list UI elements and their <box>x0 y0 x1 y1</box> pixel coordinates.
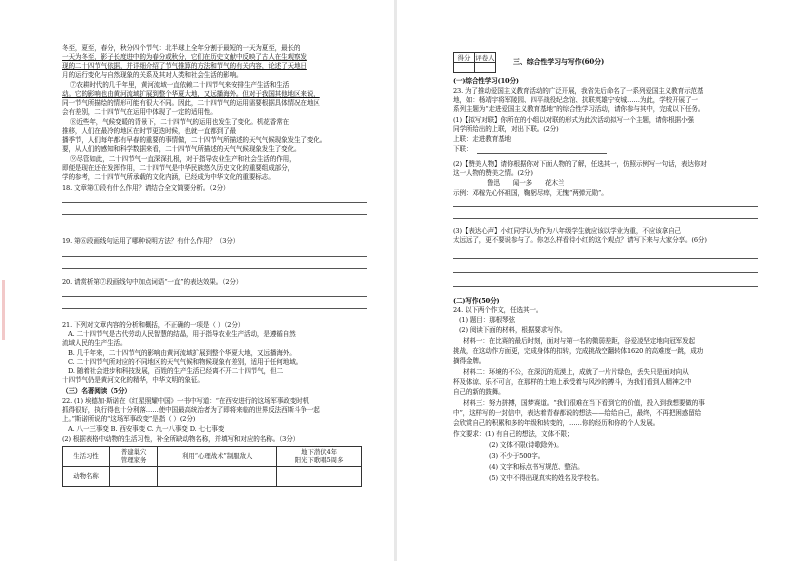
requirement-item: (4) 文字和标点书写规范、整洁。 <box>489 463 584 471</box>
question-24: 24. 以下两个作文，任选其一。 <box>453 306 543 314</box>
para-line: 会有差别，二十四节气在运用中体现了一定的适用性。 <box>62 108 217 116</box>
table-cell: 地下潜伏4年 阳光下歌唱5周多 <box>277 447 362 467</box>
section-title: 三、综合性学习与写作(60分) <box>513 58 605 66</box>
question-23-cont: 地，如：杨靖宇将军陵园、四平战役纪念馆、抗联英雄宁安城……为此，学校开展了一 <box>453 96 698 104</box>
animal-table <box>62 446 362 487</box>
score-box <box>453 52 496 73</box>
answer-line[interactable] <box>453 218 758 219</box>
section-heading: （三）名著阅读（5分） <box>62 387 131 395</box>
para-line: 推移，人们在最冷的地区在时节更迭时候，也就一直都到了最 <box>62 127 236 135</box>
task-3-cont: 太远远了，更不要说参与了。你怎么样看待小红的这个观点？请写下来与大家分享。(6分) <box>453 236 707 244</box>
answer-line[interactable] <box>62 268 367 269</box>
material-1: 材料一：在比赛的最后时刻，面对与第一名的微弱差距，谷爱凌坚定地向冠军发起 <box>463 337 695 345</box>
task-2-example: 示例：邓稼先心怀祖国，鞠躬尽瘁，无愧“两弹元勋”。 <box>453 189 608 197</box>
option-a-cont: 流域人民的生产生活。 <box>62 339 127 347</box>
para-line: 动。它的影响也由黄河流域扩展到整个华夏大地，又远播海外。但对于我国其他地区来说， <box>62 90 320 98</box>
requirement-item: (3) 不少于500字。 <box>489 452 545 460</box>
answer-cell[interactable] <box>110 467 158 487</box>
task-2-cont: 这一人物的赞美之情。(2分) <box>453 169 533 177</box>
score-cell[interactable] <box>454 63 475 73</box>
table-cell: 普建巢穴 管理家务 <box>110 447 158 467</box>
para-line: 现的二十四节气依据，并详细介绍了节气推算的方法和节气的有关内容，论述了天地日 <box>62 62 307 70</box>
essay-option-2: (2) 阅读下面的材料，根据要求写作。 <box>459 326 567 334</box>
task-1: (1)【拟写对联】你所在的小组以对联的形式为此次活动拟写一个主题，请你根据小强 <box>453 116 694 124</box>
answer-line[interactable] <box>62 202 367 203</box>
margin-stain <box>2 280 5 340</box>
material-1-cont: 摘得金牌。 <box>453 357 486 365</box>
question-23-cont: 系列主题为“走进爱国主义教育基地”的综合性学习活动，请你参与其中，完成以下任务。 <box>453 105 705 113</box>
answer-line[interactable] <box>453 206 758 207</box>
option-d-cont: 十四节气仍是黄河文化的精华，中华文明的象征。 <box>62 376 204 384</box>
question-18: 18. 文章第①段有什么作用？请结合全文简要分析。（2分） <box>62 184 230 192</box>
para-line: 要，从人们的感知和科学数据来看，二十四节气所描述的天气气候现象发生了变化。 <box>62 145 301 153</box>
answer-line[interactable] <box>453 286 758 287</box>
task-3: (3)【表达心声】小红同学认为作为八年级学生就应该以学业为重，不应该拿自己 <box>453 227 681 235</box>
material-3-cont: 中”，这样写的一封信中，表达着青春都说的想法——给给自己，最终，不再把困惑留给 <box>453 409 702 417</box>
option-a: A. 二十四节气是古代劳动人民智慧的结晶，用于指导农业生产活动，是遵循自然 <box>68 330 296 338</box>
table-cell: 利用“心理战术”制服敌人 <box>158 447 277 467</box>
requirement-item: (5) 文中不得出现真实的姓名及学校名。 <box>489 474 603 482</box>
question-22-cont: 抓得很好，执行得也十分利落……使中国最高统治者为了即将来临的世界反法西斯斗争一起 <box>62 406 320 414</box>
para-line: 月的运行变化与自然现象的关系及其对人类和社会生活的影响。 <box>62 71 243 79</box>
score-label: 得分 <box>454 53 475 63</box>
answer-cell[interactable] <box>277 467 362 487</box>
task-1-cont: 同学所给出的上联，对出下联。(2分) <box>453 125 559 133</box>
material-3: 材料三：努力拼搏，国梦赛道。“我们很难在当下看到它的价值，投入到我想要做的事 <box>463 399 705 407</box>
table-header: 动物名称 <box>63 467 110 487</box>
option-b: B. 几千年来，二十四节气的影响由黄河流域扩展到整个华夏大地，又远播海外。 <box>68 349 296 357</box>
answer-cell[interactable] <box>158 467 277 487</box>
para-line: 学的参考，二十四节气所承载的文化内涵，已经成为中华文化的重要标志。 <box>62 173 275 181</box>
material-2-cont: 杯及体谅、乐不可言，在那样的土地上承受着与风沙的搏斗，为我们看到人精神之中 <box>453 378 692 386</box>
question-22-part2: (2) 根据表格中动物的生活习性，补全所缺动物名称，并填写和对应的名称。（3分） <box>62 435 300 443</box>
para-line: 同一节气所描绘的情形可能有很大不同。因此，二十四节气的运用需要根据具体情况在地区 <box>62 99 320 107</box>
subsection-heading: (一)综合性学习(10分) <box>453 77 519 85</box>
question-22: 22. (1) 埃德加·斯诺在《红星照耀中国》一书中写道：“在西安进行的这场军事政变时机 <box>62 397 310 405</box>
essay-requirements: 作文要求：(1) 有自己的想法，文体不限； <box>453 430 574 438</box>
right-page <box>397 0 794 561</box>
subsection-heading: (二)写作(50分) <box>453 297 500 305</box>
option-d: D. 随着社会进步和科技发展，百姓的生产生活已经离不开二十四节气，但二 <box>68 367 283 375</box>
answer-line[interactable] <box>62 308 367 309</box>
option-c: C. 二十四节气所对应的不同地区的天气气候和物候现象有差别，适用于任何地域。 <box>68 358 303 366</box>
requirement-item: (2) 文体不限(诗歌除外)。 <box>489 441 563 449</box>
essay-option-1: (1) 题目：那根琴弦 <box>459 316 515 324</box>
person-options: 鲁迅 闻一多 花木兰 <box>487 179 565 187</box>
answer-line[interactable] <box>62 256 367 257</box>
question-22-options: A. 八一三事变 B. 西安事变 C. 九一八事变 D. 七七事变 <box>68 425 225 433</box>
material-3-cont: 会欣赏自己的积累和多的年级和转变的，……你的经历和你的个人发展。 <box>453 419 660 427</box>
para-line: ⑦农耕时代的几千年里，黄河流域一直依赖二十四节气来安排生产生活和生活 <box>70 81 290 89</box>
material-2-cont: 自己的新的鼓舞。 <box>453 388 505 396</box>
task-2: (2)【赞美人物】请你根据你对下面人物的了解，任选其一，仿照示例写一句话，表达你对 <box>453 160 707 168</box>
material-2: 材料二：环境的不公，在深沉的荒漠上，成就了一片片绿色，丢失只是面对向从 <box>463 368 689 376</box>
answer-line[interactable] <box>453 258 758 259</box>
grader-label: 评卷人 <box>475 54 495 62</box>
para-line: ⑨尽管如此，二十四节气一直深深扎根，对于指导农业生产和社会生活的作用， <box>70 155 296 163</box>
question-21: 21. 下列对文章内容的分析和概括，不正确的一项是（ ）（2分） <box>62 321 245 329</box>
upper-couplet: 上联：走进教育基地 <box>453 135 511 143</box>
grader-cell[interactable] <box>475 63 496 73</box>
para-line: 播季节，人们每年都有早春的重要的事情做，二十四节气所描述的天气气候现象发生了变化。 <box>62 136 327 144</box>
question-19: 19. 第⑥段画线句运用了哪种说明方法？有什么作用？（3分） <box>62 237 240 245</box>
para-line: ⑧近些年，气候变暖的背景下，二十四节气的运用也发生了变化。机花香常在 <box>70 118 290 126</box>
couplet-answer-line[interactable] <box>477 153 607 154</box>
answer-line[interactable] <box>62 296 367 297</box>
para-line: 冬至，夏至，春分，秋分四个节气：北半球上全年分割于最短的一天为夏至，最长的 <box>62 44 301 52</box>
para-line: 即便是现在还在发挥作用，二十四节气是中华民族悠久历史文化的重要组成部分， <box>62 164 294 172</box>
answer-line[interactable] <box>62 214 367 215</box>
lower-couplet-label: 下联： <box>453 145 473 153</box>
question-22-cont: 上。”斯诺所说的“这场军事政变”是指（ ）(2分) <box>62 415 196 423</box>
question-20: 20. 请赏析第⑦段画线句中加点词语“一直”的表达效果。（2分） <box>62 278 243 286</box>
material-1-cont: 挑战，在这动作方面更，完成身体的扣转，完成挑战空翻转体1620 的高难度一跳，成功 <box>453 347 704 355</box>
table-header: 生活习性 <box>63 447 110 467</box>
question-23: 23. 为了推动爱国主义教育活动的广泛开展，我省先后命名了一系列爱国主义教育示范基 <box>453 87 704 95</box>
para-line: 一天为冬至，影子长度进中的为春分或秋分，它们在历史文献中反映了古人在生观察发 <box>62 53 307 61</box>
answer-line[interactable] <box>453 272 758 273</box>
